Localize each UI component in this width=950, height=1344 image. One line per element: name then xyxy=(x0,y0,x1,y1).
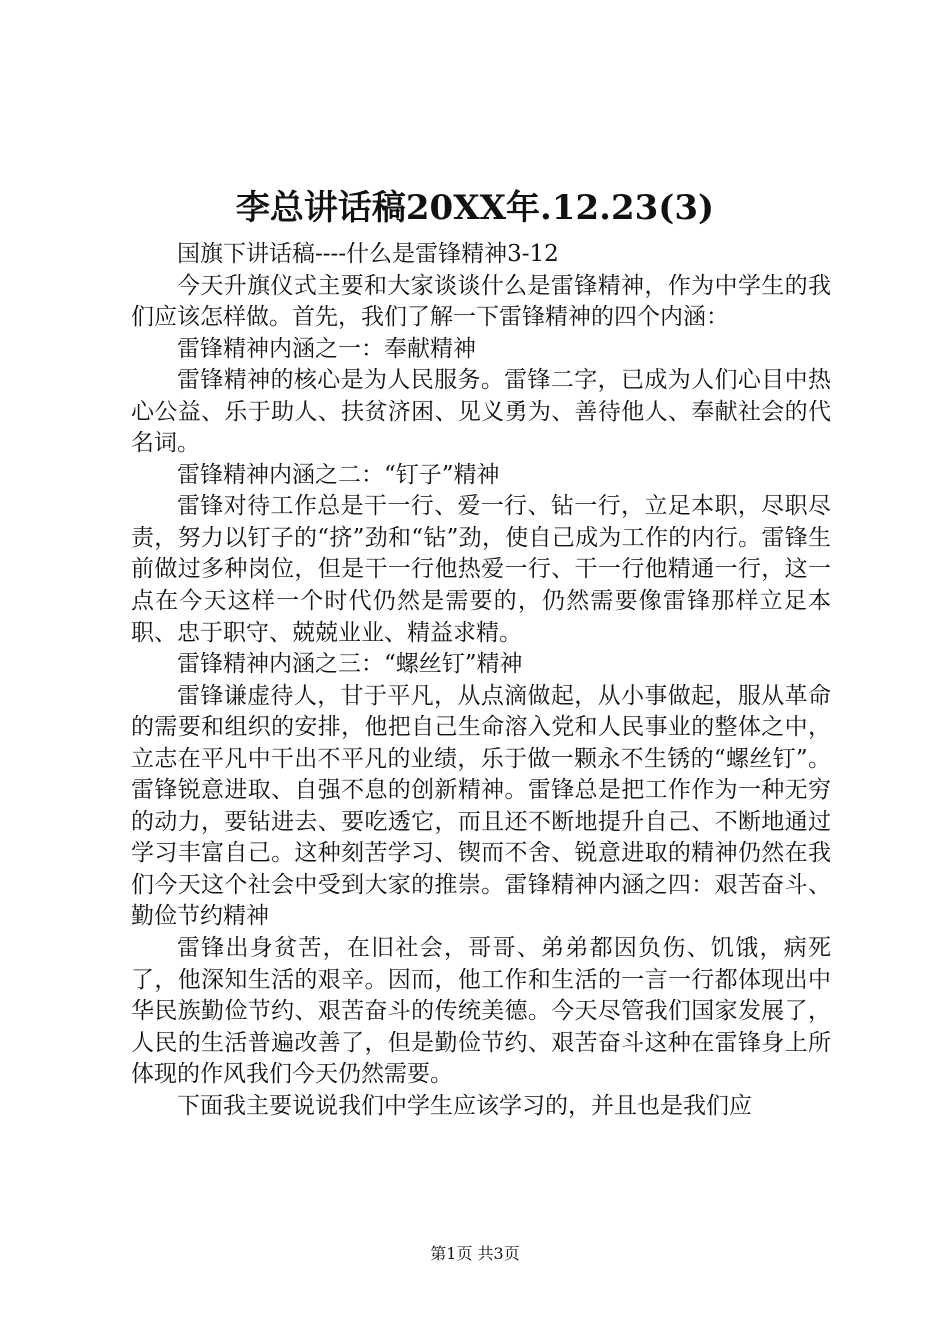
section-heading: 雷锋精神内涵之三：“螺丝钉”精神 xyxy=(177,651,523,678)
paragraph: 雷锋精神的核心是为人民服务。雷锋二字，已成为人们心目中热心公益、乐于助人、扶贫济困、见义勇为、善待他人、奉献社会的代名词。 xyxy=(131,367,831,457)
paragraph: 下面我主要说说我们中学生应该学习的，并且也是我们应 xyxy=(177,1092,752,1119)
paragraph: 雷锋谦虚待人，甘于平凡，从点滴做起，从小事做起，服从革命的需要和组织的安排，他把自己生命溶入党和人民事业的整体之中，立志在平凡中干出不平凡的业绩，乐于做一颗永不生锈的“螺丝钉”。雷锋锐意进取、自强不息的创新精神。雷锋总是把工作作为一种无穷的动力，要钻进去、要吃透它，而且还不断地提升自己、不断地通过学习丰富自己。这种刻苦学习、锲而不舍、锐意进取的精神仍然在我们今天这个社会中受到大家的推崇。雷锋精神内涵之四：艰苦奋斗、勤俭节约精神 xyxy=(131,682,831,930)
paragraph: 今天升旗仪式主要和大家谈谈什么是雷锋精神，作为中学生的我们应该怎样做。首先，我们了解一下雷锋精神的四个内涵： xyxy=(131,272,831,331)
page-footer: 第1页 共3页 xyxy=(430,1244,520,1263)
document-title: 李总讲话稿20XX年.12.23(3) xyxy=(235,188,715,228)
paragraph: 国旗下讲话稿----什么是雷锋精神3-12 xyxy=(177,241,559,267)
section-heading: 雷锋精神内涵之一：奉献精神 xyxy=(177,335,476,362)
paragraph: 雷锋出身贫苦，在旧社会，哥哥、弟弟都因负伤、饥饿，病死了，他深知生活的艰辛。因而，他工作和生活的一言一行都体现出中华民族勤俭节约、艰苦奋斗的传统美德。今天尽管我们国家发展了，人民的生活普遍改善了，但是勤俭节约、艰苦奋斗这种在雷锋身上所体现的作风我们今天仍然需要。 xyxy=(131,935,831,1088)
section-heading: 雷锋精神内涵之二：“钉子”精神 xyxy=(177,461,500,488)
paragraph: 雷锋对待工作总是干一行、爱一行、钻一行，立足本职，尽职尽责，努力以钉子的“挤”劲和“钻”劲，使自己成为工作的内行。雷锋生前做过多种岗位，但是干一行他热爱一行、干一行他精通一行，这一点在今天这样一个时代仍然是需要的，仍然需要像雷锋那样立足本职、忠于职守、兢兢业业、精益求精。 xyxy=(131,493,831,646)
document-body xyxy=(131,239,831,1122)
